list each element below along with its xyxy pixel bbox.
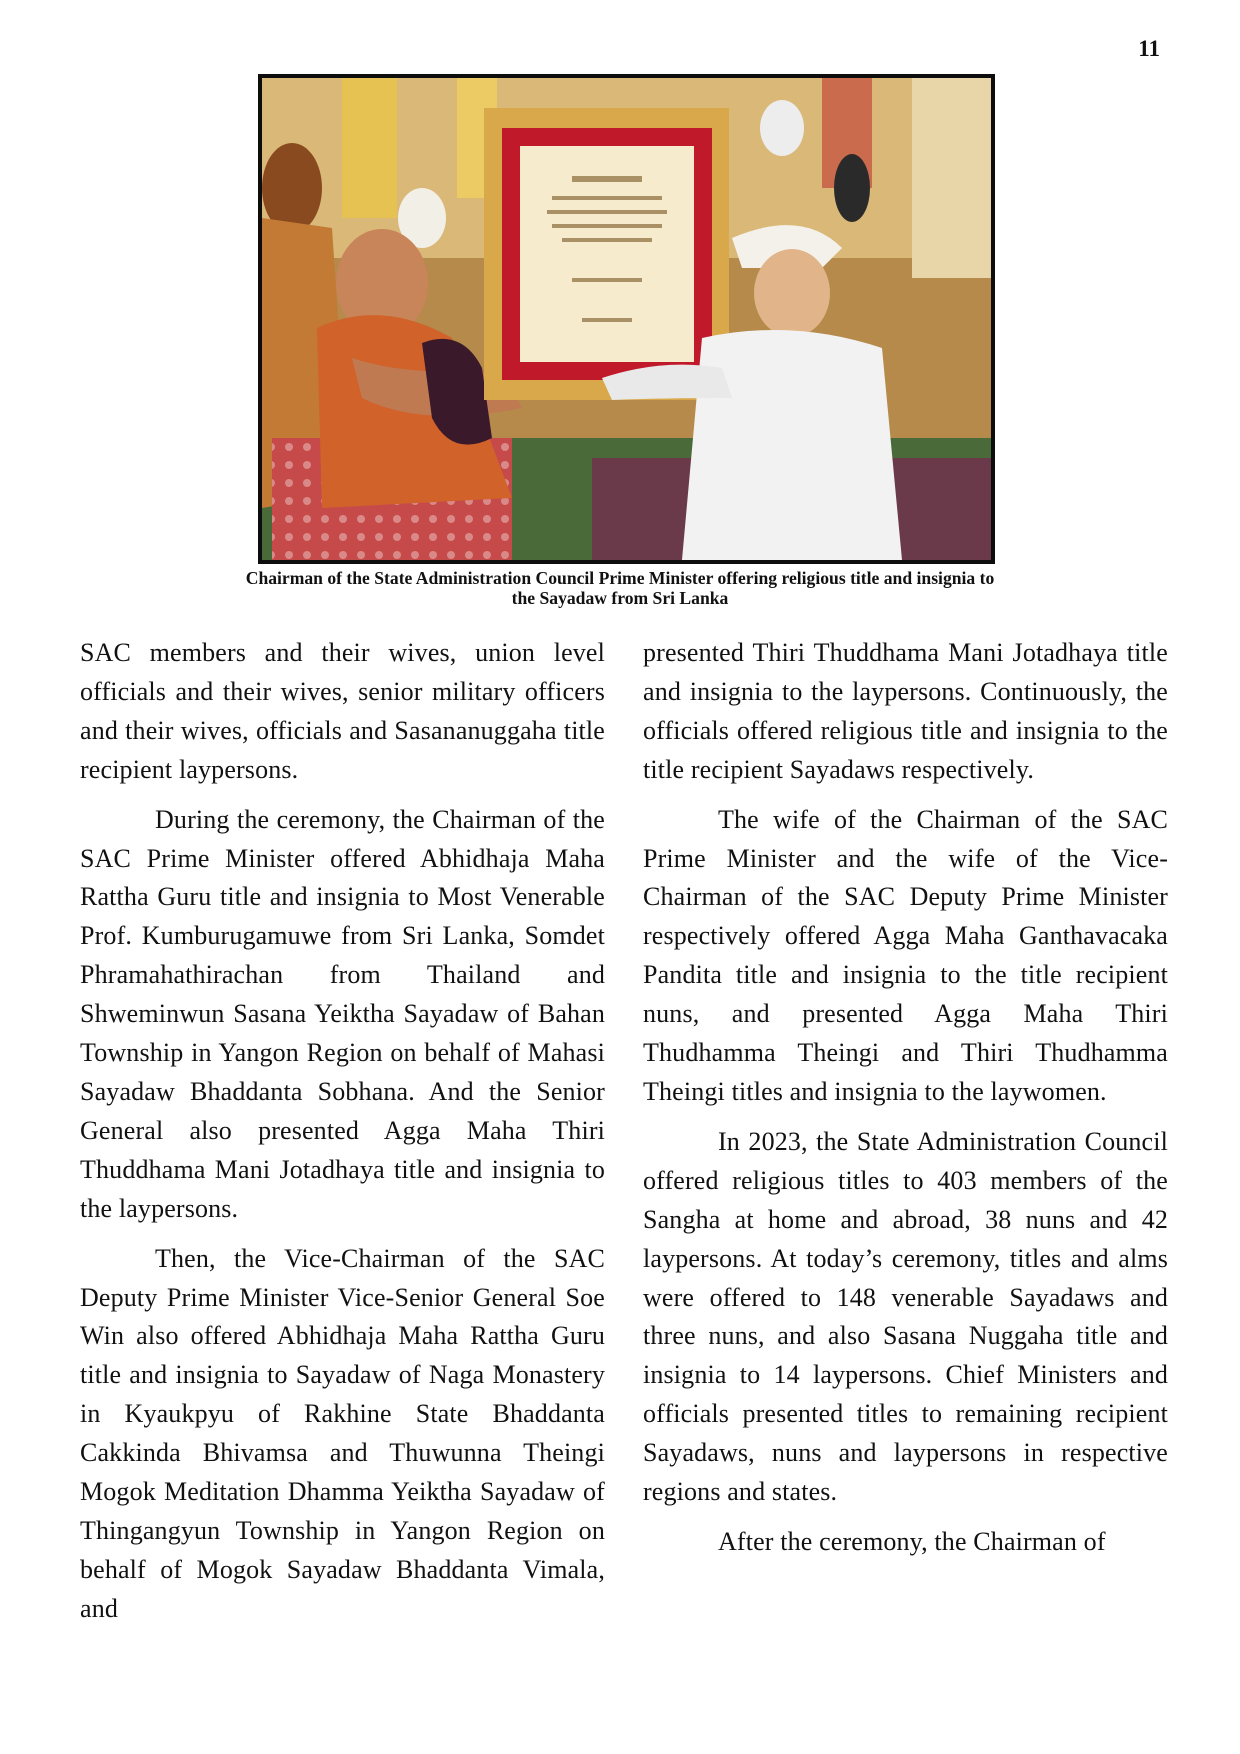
page-number: 11 bbox=[1138, 36, 1160, 61]
article-left-column bbox=[80, 634, 605, 1640]
article-paragraph: In 2023, the State Administration Council offered religious titles to 403 members of the Sangha at home and abroad, 38 nuns and 42 laypersons. At today’s ceremony, titles and alms were offered to 148 venerable Sayadaws and three nuns, and also Sasana Nuggaha title and insignia to 14 laypersons. Chief Ministers and officials presented titles to remaining recipient Sayadaws, nuns and laypersons in respective regions and states. bbox=[643, 1126, 1168, 1507]
ceremony-photo bbox=[258, 74, 995, 564]
photo-caption-line-1: Chairman of the State Administration Council Prime Minister offering religious title and insignia to bbox=[245, 568, 995, 588]
article-paragraph: After the ceremony, the Chairman of bbox=[718, 1526, 1106, 1556]
photo-caption-line-2: the Sayadaw from Sri Lanka bbox=[511, 588, 729, 608]
article-paragraph: SAC members and their wives, union level officials and their wives, senior military officers and their wives, officials and Sasananuggaha title recipient laypersons. bbox=[80, 638, 605, 784]
article-paragraph: The wife of the Chairman of the SAC Prime Minister and the wife of the Vice-Chairman of the SAC Deputy Prime Minister respectively offered Agga Maha Ganthavacaka Pandita title and insignia to the title recipient nuns, and presented Agga Maha Thiri Thudhamma Theingi and Thiri Thudhamma Theingi titles and insignia to the laywomen. bbox=[643, 804, 1168, 1106]
article-paragraph: During the ceremony, the Chairman of the SAC Prime Minister offered Abhidhaja Maha Rattha Guru title and insignia to Most Venerable Prof. Kumburugamuwe from Sri Lanka, Somdet Phramahathirachan from Thailand and Shweminwun Sasana Yeiktha Sayadaw of Bahan Township in Yangon Region on behalf of Mahasi Sayadaw Bhaddanta Sobhana. And the Senior General also presented Agga Maha Thiri Thuddhama Mani Jotadhaya title and insignia to the laypersons. bbox=[80, 804, 605, 1223]
photo-caption bbox=[140, 568, 1100, 608]
article-right-column bbox=[643, 634, 1168, 1573]
article-paragraph: Then, the Vice-Chairman of the SAC Deputy Prime Minister Vice-Senior General Soe Win also offered Abhidhaja Maha Rattha Guru title and insignia to Sayadaw of Naga Monastery in Kyaukpyu of Rakhine State Bhaddanta Cakkinda Bhivamsa and Thuwunna Theingi Mogok Meditation Dhamma Yeiktha Sayadaw of Thingangyun Township in Yangon Region on behalf of Mogok Sayadaw Bhaddanta Vimala, and bbox=[80, 1243, 605, 1623]
ceremony-photo-illustration bbox=[262, 78, 991, 560]
article-paragraph: presented Thiri Thuddhama Mani Jotadhaya title and insignia to the laypersons. Continuously, the officials offered religious title and insignia to the title recipient Sayadaws respectively. bbox=[643, 638, 1168, 784]
